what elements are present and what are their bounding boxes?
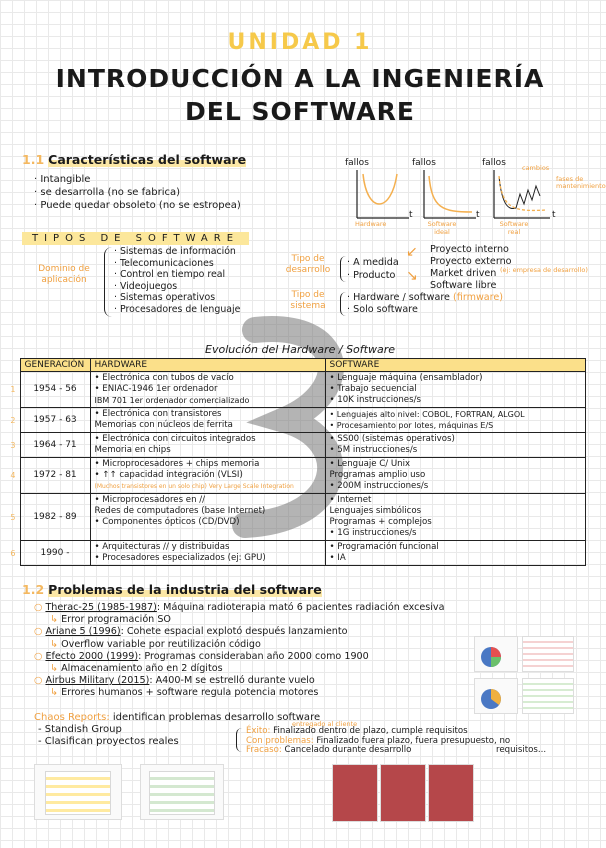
list-item: ○ Airbus Military (2015): A400-M se estrelló durante vuelo xyxy=(34,675,315,687)
section-1-heading xyxy=(22,152,246,167)
standish-group: - Standish Group xyxy=(38,724,122,735)
table-row: 2 1957 - 63 • Electrónica con transistores Memorias con núcleos de ferrita • Lenguajes alto nivel: COBOL, FORTRAN, ALGOL • Procesamiento por lotes, máquinas E/S xyxy=(6,408,586,433)
section-1-title: Características del software xyxy=(48,152,247,167)
list-item: · Videojuegos xyxy=(114,280,178,292)
table-thumbnail xyxy=(522,678,574,714)
table-row: 6 1990 - • Arquitecturas // y distribuidas • Procesadores especializados (ej: GPU) • Programación funcional • IA xyxy=(6,541,586,566)
desarrollo-options: · A medida · Producto xyxy=(347,257,399,281)
column-header: GENERACIÓN xyxy=(20,359,90,372)
classify-projects: - Clasifican proyectos reales xyxy=(38,736,179,747)
dominio-label: Dominio de aplicación xyxy=(38,264,90,285)
list-subitem: ↳ Almacenamiento año en 2 dígitos xyxy=(50,663,223,675)
page-title-line1: INTRODUCCIÓN A LA INGENIERÍA xyxy=(55,64,545,93)
arrow-icon: ↙ xyxy=(406,244,418,260)
sistema-label: Tipo de sistema xyxy=(290,290,326,311)
chaos-label: Chaos Reports: xyxy=(34,712,110,723)
sistema-options: · Hardware / software (firmware) · Solo software xyxy=(347,292,504,315)
list-subitem: ↳ Overflow variable por reutilización código xyxy=(50,638,261,650)
report-card-thumbnail xyxy=(428,764,474,822)
column-header: SOFTWARE xyxy=(325,359,586,372)
desarrollo-detail: Proyecto interno Proyecto externo Market driven Software libre xyxy=(430,244,512,291)
report-card-thumbnail xyxy=(332,764,378,822)
list-subitem: ↳ Errores humanos + software regula potencia motores xyxy=(50,687,319,699)
list-item: · Puede quedar obsoleto (no se estropea) xyxy=(34,200,241,211)
characteristics-list xyxy=(34,173,241,212)
list-item: · Telecomunicaciones xyxy=(114,257,214,269)
report-card-thumbnail xyxy=(380,764,426,822)
list-item: ○ Ariane 5 (1996): Cohete espacial explotó después lanzamiento xyxy=(34,626,348,638)
delivered-note: entregado al cliente xyxy=(292,720,358,728)
list-subitem: ↳ Error programación SO xyxy=(50,614,171,626)
section-2-number: 1.2 xyxy=(22,582,45,597)
list-item: · Control en tiempo real xyxy=(114,269,226,281)
report-table-thumbnail xyxy=(34,764,122,820)
dominio-list xyxy=(114,246,240,316)
market-note: (ej: empresa de desarrollo) xyxy=(500,266,588,274)
arrow-icon: ↘ xyxy=(406,268,418,284)
chaos-categories: Éxito: Finalizado dentro de plazo, cumple requisitos Con problemas: Finalizado fuera plazo, fuera presupuesto, no requisitos... Fracaso: Cancelado durante desarrollo xyxy=(246,726,547,756)
dominio-brace xyxy=(104,247,112,317)
unit-label: UNIDAD 1 xyxy=(227,30,373,55)
chaos-brace xyxy=(236,728,242,752)
list-item: · Sistemas operativos xyxy=(114,292,216,304)
list-item: ○ Efecto 2000 (1999): Programas consideraban año 2000 como 1900 xyxy=(34,650,369,662)
evolution-table xyxy=(6,358,586,566)
desarrollo-brace xyxy=(340,256,346,282)
column-header: HARDWARE xyxy=(90,359,325,372)
report-table-thumbnail xyxy=(140,764,224,820)
list-item: · Procesadores de lenguaje xyxy=(114,303,241,315)
page-title-line2: DEL SOFTWARE xyxy=(185,97,415,126)
list-item: · Sistemas de información xyxy=(114,246,236,257)
pie-chart-thumbnail xyxy=(474,636,518,672)
table-row: 5 1982 - 89 • Microprocesadores en // Redes de computadores (base Internet) • Componentes ópticos (CD/DVD) • Internet Lenguajes simbólicos Programas + complejos • 1G instrucciones/s xyxy=(6,494,586,541)
list-item: · se desarrolla (no se fabrica) xyxy=(34,187,181,198)
list-item: ○ Therac-25 (1985-1987): Máquina radioterapia mató 6 pacientes radiación excesiva xyxy=(34,602,445,613)
pie-chart-thumbnail xyxy=(474,678,518,714)
chaos-line: Chaos Reports: identifican problemas desarrollo software xyxy=(34,712,321,723)
section-1-number: 1.1 xyxy=(22,152,45,167)
list-item: · Intangible xyxy=(34,174,91,185)
types-heading: TIPOS DE SOFTWARE xyxy=(22,232,249,245)
table-thumbnail xyxy=(522,636,574,672)
table-row: 1 1954 - 56 • Electrónica con tubos de vacío • ENIAC-1946 1er ordenador IBM 701 1er ordenador comercializado • Lenguaje máquina (ensamblador) • Trabajo secuencial • 10K instrucciones/s xyxy=(6,372,586,408)
section-2-heading xyxy=(22,582,322,597)
table-row: 3 1964 - 71 • Electrónica con circuitos integrados Memoria en chips • SS00 (sistemas operativos) • 5M instrucciones/s xyxy=(6,433,586,458)
desarrollo-label: Tipo de desarrollo xyxy=(285,254,331,275)
section-2-title: Problemas de la industria del software xyxy=(48,582,322,597)
table-row: 4 1972 - 81 • Microprocesadores + chips memoria • ↑↑ capacidad integración (VLSI) (Muchos transistores en un solo chip) Very Large Scale Integration • Lenguaje C/ Unix Programas amplio uso • 200M instrucciones/s xyxy=(6,458,586,494)
evolution-title: Evolución del Hardware / Software xyxy=(205,343,395,356)
